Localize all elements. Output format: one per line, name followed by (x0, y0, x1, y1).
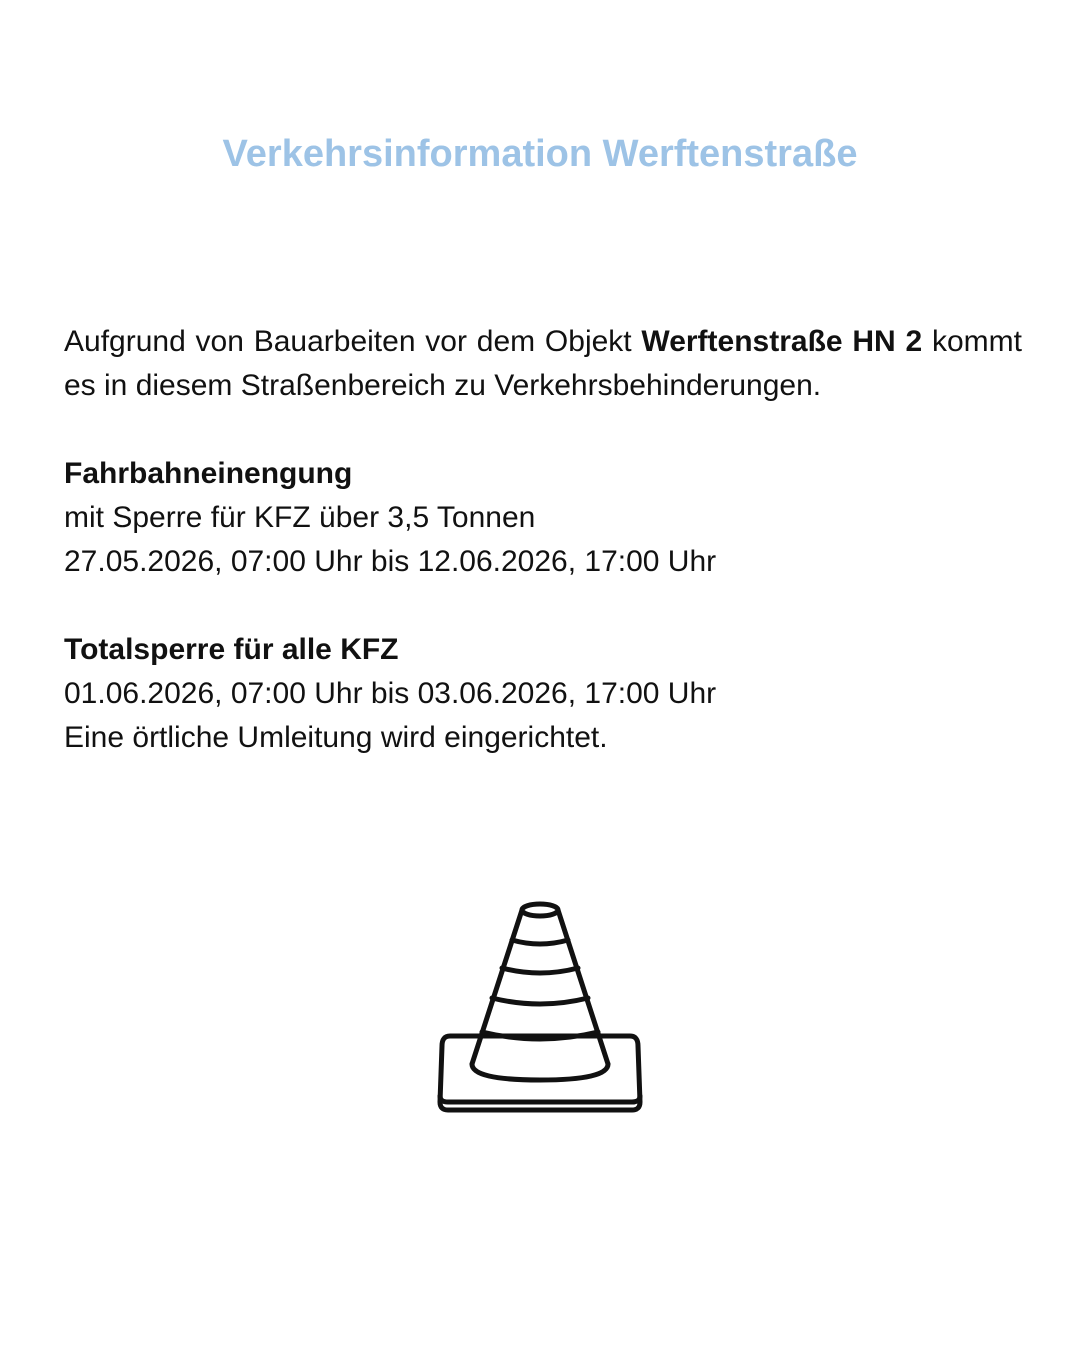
traffic-cone-icon (436, 900, 644, 1124)
page-title: Verkehrsinformation Werftenstraße (222, 133, 858, 175)
section-full-closure (64, 628, 1022, 760)
intro-paragraph (64, 320, 1022, 408)
notice-content (64, 320, 1022, 760)
section-line: 01.06.2026, 07:00 Uhr bis 03.06.2026, 17:00 Uhr (64, 677, 717, 710)
intro-text-before: Aufgrund von Bauarbeiten vor dem Objekt (64, 325, 642, 358)
section-heading: Totalsperre für alle KFZ (64, 633, 399, 666)
section-line: mit Sperre für KFZ über 3,5 Tonnen (64, 501, 536, 534)
section-lane-narrowing (64, 452, 1022, 584)
section-line: Eine örtliche Umleitung wird eingerichtet. (64, 721, 608, 754)
intro-text-after: kommt es in diesem Straßenbereich zu Verkehrsbehinderungen. (64, 325, 1022, 402)
section-heading: Fahrbahneinengung (64, 457, 353, 490)
intro-location: Werftenstraße HN 2 (641, 325, 923, 358)
section-line: 27.05.2026, 07:00 Uhr bis 12.06.2026, 17:00 Uhr (64, 545, 717, 578)
